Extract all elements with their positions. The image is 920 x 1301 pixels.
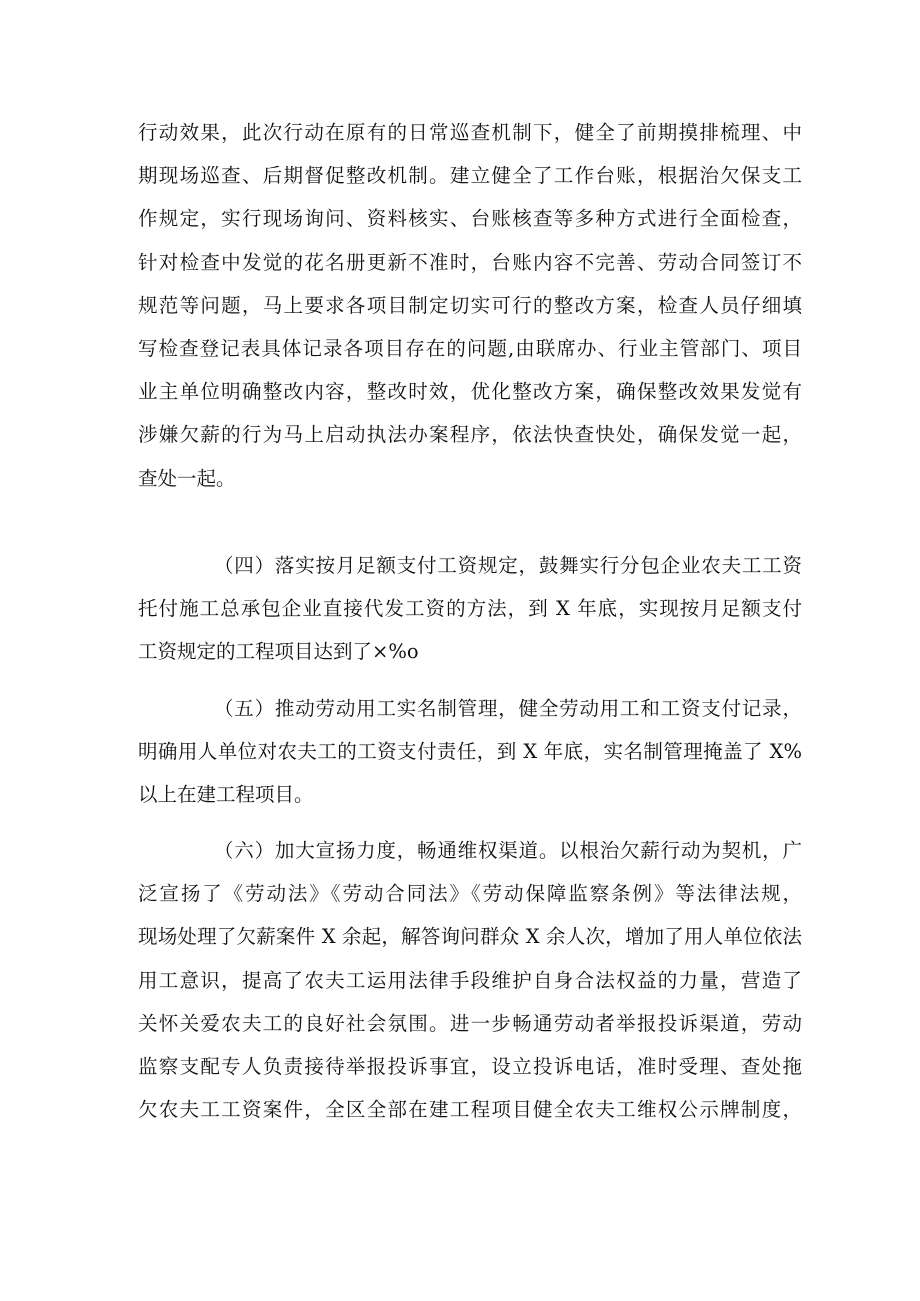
- text-line: 托付施工总承包企业直接代发工资的方法，到 X 年底，实现按月足额支付: [138, 597, 802, 621]
- text-line: 以上在建工程项目。: [138, 783, 314, 807]
- text-line: 针对检查中发觉的花名册更新不准时，台账内容不完善、劳动合同签订不: [138, 250, 802, 274]
- text-line: 监察支配专人负责接待举报投诉事宜，设立投诉电话，准时受理、查处拖: [138, 1054, 802, 1078]
- text-line: 作规定，实行现场询问、资料核实、台账核查等多种方式进行全面检查，: [138, 207, 802, 231]
- text-line: 查处一起。: [138, 466, 236, 490]
- text-line: 明确用人单位对农夫工的工资支付责任，到 X 年底，实名制管理掩盖了 X%: [138, 740, 802, 764]
- text-line: 关怀关爱农夫工的良好社会氛围。进一步畅通劳动者举报投诉渠道，劳动: [138, 1011, 802, 1035]
- text-line: 泛宣扬了《劳动法》《劳动合同法》《劳动保障监察条例》等法律法规，: [138, 882, 802, 906]
- text-line: 用工意识，提高了农夫工运用法律手段维护自身合法权益的力量，营造了: [138, 968, 802, 992]
- paragraph-continuation: [138, 111, 802, 500]
- paragraph-section-5: [138, 687, 802, 817]
- text-line: 涉嫌欠薪的行为马上启动执法办案程序，依法快查快处，确保发觉一起，: [138, 423, 802, 447]
- text-line: （五）推动劳动用工实名制管理，健全劳动用工和工资支付记录，: [214, 697, 802, 720]
- text-line: （四）落实按月足额支付工资规定，鼓舞实行分包企业农夫工工资: [214, 554, 802, 577]
- text-line: 业主单位明确整改内容，整改时效，优化整改方案，确保整改效果发觉有: [138, 380, 802, 404]
- text-line: （六）加大宣扬力度，畅通维权渠道。以根治欠薪行动为契机，广: [214, 839, 802, 862]
- text-line: 写检查登记表具体记录各项目存在的问题,由联席办、行业主管部门、项目: [138, 336, 802, 360]
- text-line: 现场处理了欠薪案件 X 余起，解答询问群众 X 余人次，增加了用人单位依法: [138, 925, 802, 949]
- text-line: 欠农夫工工资案件，全区全部在建工程项目健全农夫工维权公示牌制度，: [138, 1098, 802, 1122]
- text-line: 规范等问题，马上要求各项目制定切实可行的整改方案，检查人员仔细填: [138, 293, 802, 317]
- text-line: 行动效果，此次行动在原有的日常巡查机制下，健全了前期摸排梳理、中: [138, 121, 802, 144]
- paragraph-section-4: [138, 544, 802, 674]
- paragraph-section-6: [138, 829, 802, 1131]
- text-line: 期现场巡查、后期督促整改机制。建立健全了工作台账，根据治欠保支工: [138, 164, 802, 188]
- text-line: 工资规定的工程项目达到了×%o: [138, 640, 419, 664]
